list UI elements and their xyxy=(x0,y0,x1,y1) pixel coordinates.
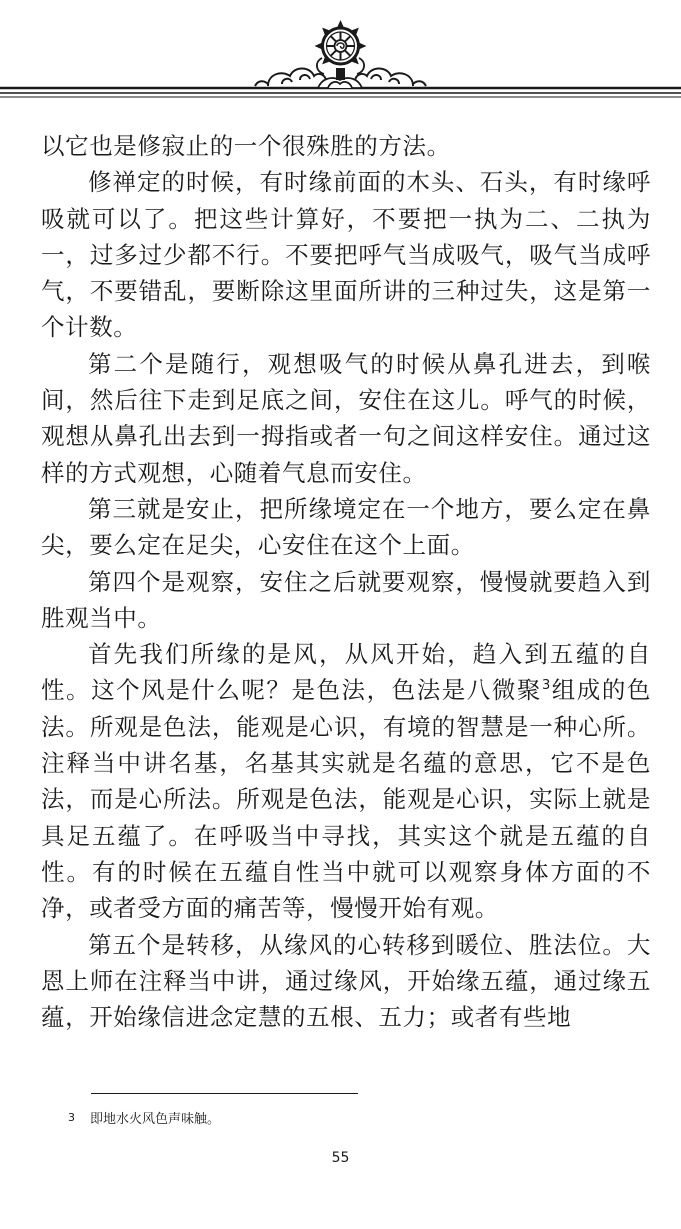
paragraph-text: 首先我们所缘的是风，从风开始，趋入到五蕴的自性。这个风是什么呢？是色法，色法是八微聚 xyxy=(41,640,651,705)
paragraph: 第五个是转移，从缘风的心转移到暖位、胜法位。大恩上师在注释当中讲，通过缘风，开始缘五蕴，通过缘五蕴，开始缘信进念定慧的五根、五力；或者有些地 xyxy=(41,930,651,1032)
paragraph-text: 组成的色法。所观是色法，能观是心识，有境的智慧是一种心所。注释当中讲名基，名基其实就是名蕴的意思，它不是色法，而是心所法。所观是色法，能观是心识，实际上就是具足五蕴了。在呼吸当中寻找，其实这个就是五蕴的自性。有的时候在五蕴自性当中就可以观察身体方面的不净，或者受方面的痛苦等，慢慢开始有观。 xyxy=(41,676,651,923)
footnote-divider xyxy=(91,1093,358,1094)
paragraph: 第四个是观察，安住之后就要观察，慢慢就要趋入到胜观当中。 xyxy=(41,567,651,632)
paragraph: 第三就是安止，把所缘境定在一个地方，要么定在鼻尖，要么定在足尖，心安住在这个上面。 xyxy=(41,494,651,560)
footnote-number: 3 xyxy=(68,1111,75,1124)
page-number: 55 xyxy=(331,1150,350,1166)
paragraph: 以它也是修寂止的一个很殊胜的方法。 xyxy=(41,132,451,160)
paragraph: 第二个是随行，观想吸气的时候从鼻孔进去，到喉间，然后往下走到足底之间，安住在这儿。呼气的时候，观想从鼻孔出去到一拇指或者一句之间这样安住。通过这样的方式观想，心随着气息而安住。 xyxy=(41,349,651,487)
dharma-wheel-icon xyxy=(0,0,681,110)
footnote-text: 即地水火风色声味触。 xyxy=(90,1112,221,1127)
paragraph: 修禅定的时候，有时缘前面的木头、石头，有时缘呼吸就可以了。把这些计算好，不要把一执为二、二执为一，过多过少都不行。不要把呼气当成吸气，吸气当成呼气，不要错乱，要断除这里面所讲的三种过失，这是第一个计数。 xyxy=(41,168,651,342)
page-header-ornament xyxy=(0,0,681,110)
paragraph-with-footnote-ref xyxy=(41,636,651,926)
body-text xyxy=(41,128,651,1035)
footnote xyxy=(68,1108,220,1130)
footnote-reference[interactable]: 3 xyxy=(541,678,551,694)
